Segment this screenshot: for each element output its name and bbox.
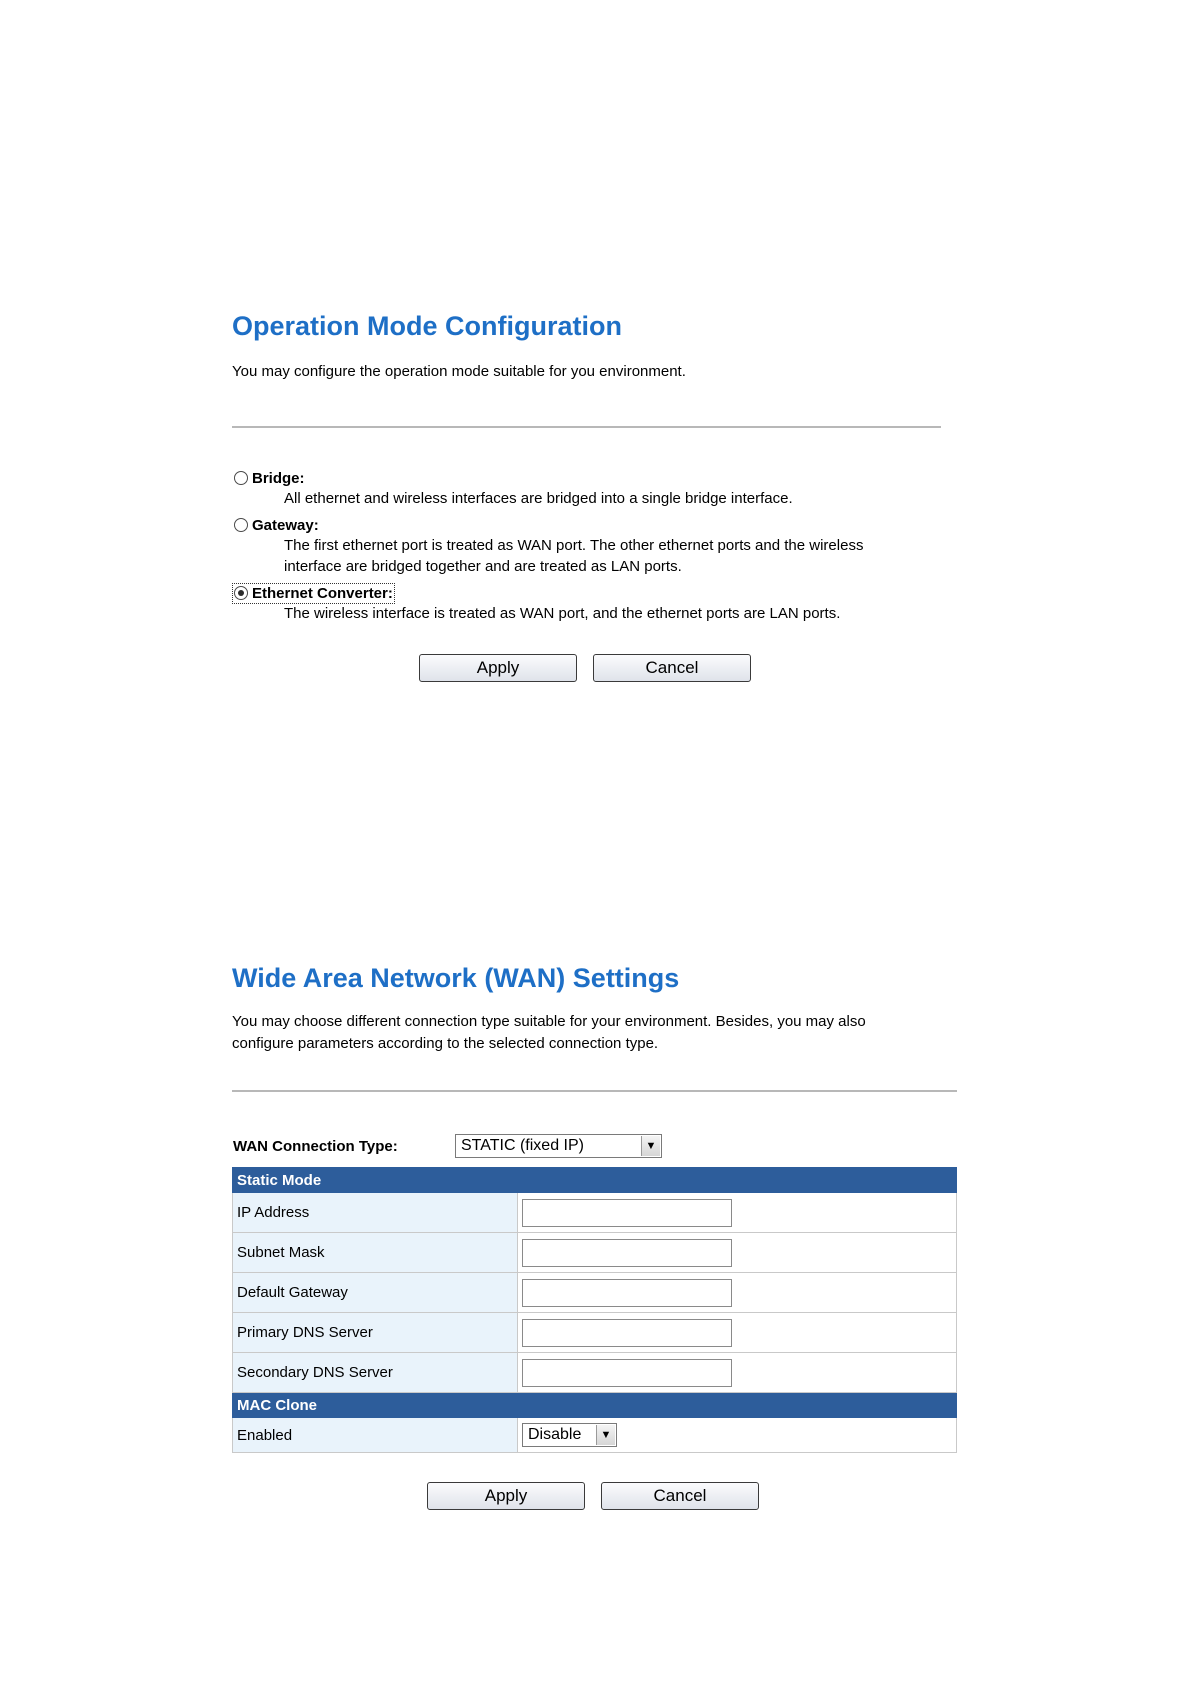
wan-connection-type-select[interactable] (455, 1134, 662, 1158)
table-row (233, 1418, 957, 1453)
ip-address-input[interactable] (522, 1199, 732, 1227)
default-gateway-label: Default Gateway (233, 1273, 518, 1313)
bridge-description: All ethernet and wireless interfaces are bridged into a single bridge interface. (284, 490, 793, 507)
static-mode-header: Static Mode (233, 1168, 957, 1193)
wan-settings-panel (232, 962, 962, 1055)
table-row (233, 1233, 957, 1273)
wan-description-line1: You may choose different connection type suitable for your environment. Besides, you may also (232, 1013, 866, 1031)
mac-clone-select[interactable] (522, 1423, 617, 1447)
operation-mode-cancel-button[interactable]: Cancel (593, 654, 751, 682)
mac-clone-value: Disable (528, 1426, 582, 1443)
operation-mode-description: You may configure the operation mode suitable for you environment. (232, 363, 686, 381)
divider (232, 1090, 957, 1092)
subnet-mask-label: Subnet Mask (233, 1233, 518, 1273)
ethernet-converter-description: The wireless interface is treated as WAN port, and the ethernet ports are LAN ports. (284, 605, 841, 622)
mode-option-ethernet-converter[interactable] (234, 583, 954, 624)
wan-description-line2: configure parameters according to the selected connection type. (232, 1035, 659, 1053)
secondary-dns-label: Secondary DNS Server (233, 1353, 518, 1393)
wan-cancel-button[interactable]: Cancel (601, 1482, 759, 1510)
ethernet-converter-label: Ethernet Converter: (252, 584, 393, 602)
section-header-mac-clone (233, 1393, 957, 1418)
wan-settings-table (232, 1167, 957, 1453)
table-row (233, 1193, 957, 1233)
gateway-description-line1: The first ethernet port is treated as WAN port. The other ethernet ports and the wireless (284, 537, 864, 554)
bridge-label: Bridge: (252, 469, 305, 487)
operation-mode-panel (232, 310, 942, 383)
wan-description (232, 1011, 962, 1055)
wan-connection-type-value: STATIC (fixed IP) (461, 1137, 584, 1154)
table-row (233, 1353, 957, 1393)
gateway-label: Gateway: (252, 516, 319, 534)
mode-option-gateway[interactable] (234, 515, 954, 577)
mac-enabled-label: Enabled (233, 1418, 518, 1453)
operation-mode-title: Operation Mode Configuration (232, 311, 622, 341)
bridge-radio[interactable] (234, 471, 248, 485)
ip-address-label: IP Address (233, 1193, 518, 1233)
operation-mode-apply-button[interactable]: Apply (419, 654, 577, 682)
wan-apply-button[interactable]: Apply (427, 1482, 585, 1510)
mode-option-bridge[interactable] (234, 468, 954, 509)
subnet-mask-input[interactable] (522, 1239, 732, 1267)
secondary-dns-input[interactable] (522, 1359, 732, 1387)
primary-dns-label: Primary DNS Server (233, 1313, 518, 1353)
default-gateway-input[interactable] (522, 1279, 732, 1307)
section-header-static-mode (233, 1168, 957, 1193)
gateway-radio[interactable] (234, 518, 248, 532)
mac-clone-header: MAC Clone (233, 1393, 957, 1418)
table-row (233, 1273, 957, 1313)
ethernet-converter-focus[interactable] (234, 585, 393, 602)
chevron-down-icon[interactable]: ▼ (596, 1425, 615, 1445)
divider (232, 426, 941, 428)
wan-connection-type-label: WAN Connection Type: (233, 1137, 398, 1155)
wan-title: Wide Area Network (WAN) Settings (232, 963, 680, 993)
wan-connection-type-row (233, 1133, 673, 1159)
ethernet-converter-radio[interactable] (234, 586, 248, 600)
primary-dns-input[interactable] (522, 1319, 732, 1347)
gateway-description-line2: interface are bridged together and are treated as LAN ports. (284, 558, 682, 575)
operation-mode-options (234, 468, 954, 630)
chevron-down-icon[interactable]: ▼ (641, 1136, 660, 1156)
table-row (233, 1313, 957, 1353)
